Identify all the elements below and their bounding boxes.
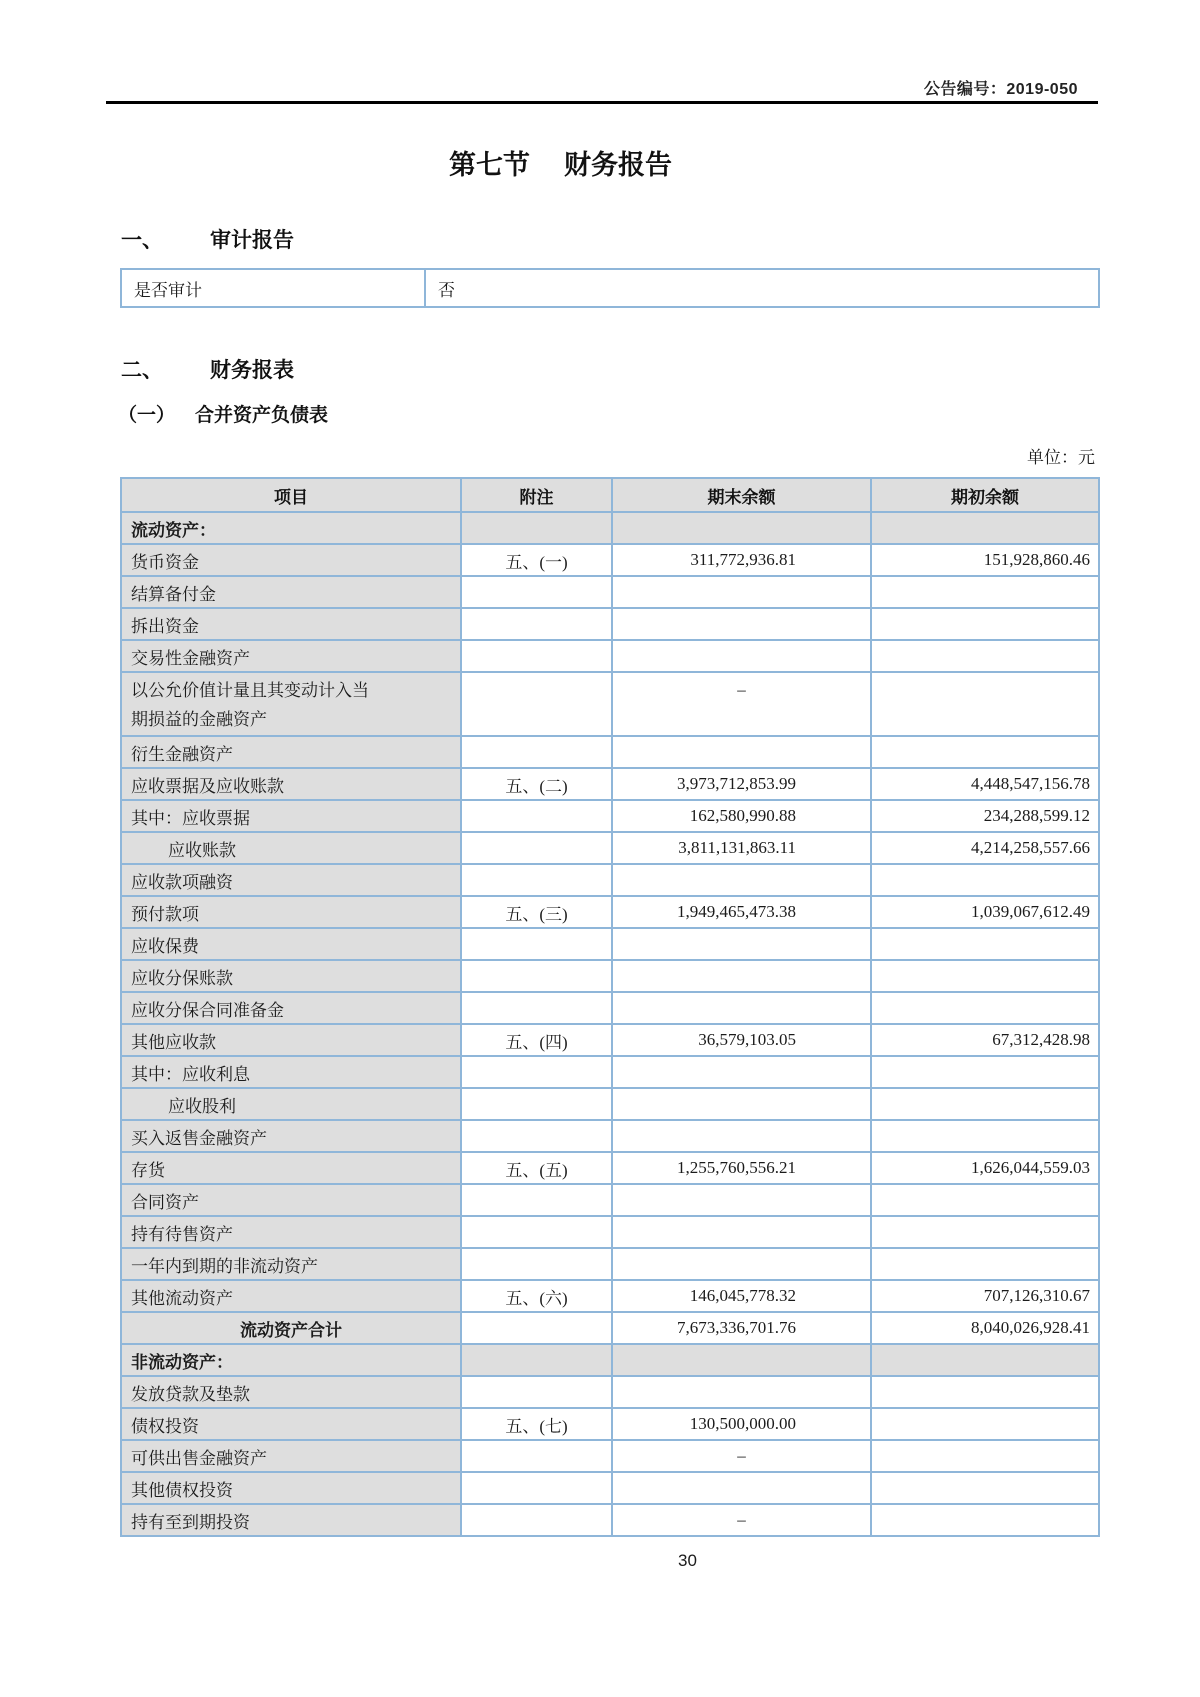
item-cell: 合同资产 [121, 1184, 461, 1216]
opening-balance-cell [871, 960, 1099, 992]
note-cell [461, 672, 612, 736]
closing-balance-cell [612, 1248, 871, 1280]
opening-balance-cell: 8,040,026,928.41 [871, 1312, 1099, 1344]
note-cell [461, 960, 612, 992]
page-title-section-number: 第七节 [449, 150, 530, 180]
item-cell: 存货 [121, 1152, 461, 1184]
balance-sheet-body [121, 512, 1099, 1536]
table-row [121, 608, 1099, 640]
opening-balance-cell [871, 1216, 1099, 1248]
opening-balance-cell: 67,312,428.98 [871, 1024, 1099, 1056]
table-row [121, 576, 1099, 608]
item-cell: 其中：应收利息 [121, 1056, 461, 1088]
section-title-statements: 财务报表 [210, 358, 294, 382]
closing-balance-cell: 130,500,000.00 [612, 1408, 871, 1440]
closing-balance-cell: 146,045,778.32 [612, 1280, 871, 1312]
opening-balance-cell [871, 1440, 1099, 1472]
subsection-title: 合并资产负债表 [195, 405, 329, 426]
section-title-audit: 审计报告 [210, 228, 294, 252]
section-number-statements: 二、 [121, 358, 163, 382]
opening-balance-cell [871, 1344, 1099, 1376]
note-cell: 五、(一) [461, 544, 612, 576]
opening-balance-cell [871, 1120, 1099, 1152]
closing-balance-cell [612, 640, 871, 672]
note-cell [461, 1376, 612, 1408]
note-cell [461, 864, 612, 896]
note-cell [461, 992, 612, 1024]
closing-balance-cell [612, 1216, 871, 1248]
item-cell: 结算备付金 [121, 576, 461, 608]
closing-balance-cell: – [612, 1504, 871, 1536]
item-cell: 持有待售资产 [121, 1216, 461, 1248]
opening-balance-cell [871, 1472, 1099, 1504]
closing-balance-cell [612, 960, 871, 992]
item-cell: 应收分保合同准备金 [121, 992, 461, 1024]
item-cell: 非流动资产： [121, 1344, 461, 1376]
note-cell [461, 1472, 612, 1504]
item-cell: 应收款项融资 [121, 864, 461, 896]
note-cell: 五、(三) [461, 896, 612, 928]
item-cell: 应收保费 [121, 928, 461, 960]
item-cell: 买入返售金融资产 [121, 1120, 461, 1152]
opening-balance-cell [871, 640, 1099, 672]
table-row [121, 800, 1099, 832]
closing-balance-cell: 3,811,131,863.11 [612, 832, 871, 864]
note-cell [461, 1184, 612, 1216]
table-row [121, 1472, 1099, 1504]
header-cell-closing-balance: 期末余额 [612, 478, 871, 512]
closing-balance-cell [612, 608, 871, 640]
closing-balance-cell: 1,255,760,556.21 [612, 1152, 871, 1184]
note-cell [461, 1056, 612, 1088]
item-cell: 应收票据及应收账款 [121, 768, 461, 800]
closing-balance-cell [612, 1120, 871, 1152]
section-heading-statements [121, 354, 294, 384]
opening-balance-cell [871, 1504, 1099, 1536]
opening-balance-cell: 151,928,860.46 [871, 544, 1099, 576]
note-cell: 五、(七) [461, 1408, 612, 1440]
closing-balance-cell [612, 1344, 871, 1376]
page-number: 30 [678, 1551, 697, 1570]
note-cell [461, 640, 612, 672]
opening-balance-cell: 707,126,310.67 [871, 1280, 1099, 1312]
balance-sheet-table [120, 477, 1100, 1537]
table-row [121, 928, 1099, 960]
note-cell [461, 832, 612, 864]
item-cell: 可供出售金融资产 [121, 1440, 461, 1472]
note-cell [461, 928, 612, 960]
section-heading-audit [121, 224, 294, 254]
closing-balance-cell [612, 512, 871, 544]
subsection-number: （一） [118, 405, 176, 426]
header-cell-opening-balance: 期初余额 [871, 478, 1099, 512]
closing-balance-cell [612, 928, 871, 960]
closing-balance-cell [612, 576, 871, 608]
note-cell [461, 608, 612, 640]
table-row [121, 1376, 1099, 1408]
item-cell: 应收账款 [121, 832, 461, 864]
table-row [121, 1216, 1099, 1248]
table-row [121, 672, 1099, 736]
header-divider-line [106, 101, 1098, 104]
item-cell: 衍生金融资产 [121, 736, 461, 768]
unit-note: 单位：元 [1027, 448, 1095, 467]
closing-balance-cell [612, 1472, 871, 1504]
note-cell: 五、(六) [461, 1280, 612, 1312]
opening-balance-cell [871, 1088, 1099, 1120]
opening-balance-cell [871, 672, 1099, 736]
note-cell [461, 1312, 612, 1344]
subsection-heading-balance-sheet [118, 400, 328, 427]
header-cell-note: 附注 [461, 478, 612, 512]
item-cell: 拆出资金 [121, 608, 461, 640]
total-row [121, 1312, 1099, 1344]
table-row [121, 864, 1099, 896]
closing-balance-cell [612, 1088, 871, 1120]
table-row [121, 1504, 1099, 1536]
note-cell [461, 576, 612, 608]
closing-balance-cell: – [612, 1440, 871, 1472]
opening-balance-cell [871, 576, 1099, 608]
opening-balance-cell: 1,626,044,559.03 [871, 1152, 1099, 1184]
item-cell: 应收股利 [121, 1088, 461, 1120]
note-cell [461, 1216, 612, 1248]
table-row [121, 832, 1099, 864]
page-title-text: 财务报告 [564, 150, 672, 180]
table-row [121, 640, 1099, 672]
header-cell-item: 项目 [121, 478, 461, 512]
closing-balance-cell [612, 992, 871, 1024]
note-cell [461, 1088, 612, 1120]
item-cell: 预付款项 [121, 896, 461, 928]
table-row [121, 544, 1099, 576]
item-cell: 一年内到期的非流动资产 [121, 1248, 461, 1280]
table-row [121, 1280, 1099, 1312]
table-row [121, 1024, 1099, 1056]
note-cell [461, 1120, 612, 1152]
table-row [121, 768, 1099, 800]
closing-balance-cell [612, 1056, 871, 1088]
item-cell: 交易性金融资产 [121, 640, 461, 672]
table-row [121, 1184, 1099, 1216]
page-title [103, 143, 1018, 182]
note-cell: 五、(二) [461, 768, 612, 800]
item-cell: 流动资产： [121, 512, 461, 544]
note-cell [461, 1248, 612, 1280]
table-row [121, 1440, 1099, 1472]
closing-balance-cell: 3,973,712,853.99 [612, 768, 871, 800]
opening-balance-cell [871, 1248, 1099, 1280]
table-row [121, 992, 1099, 1024]
opening-balance-cell [871, 512, 1099, 544]
opening-balance-cell [871, 608, 1099, 640]
item-cell: 持有至到期投资 [121, 1504, 461, 1536]
closing-balance-cell [612, 1376, 871, 1408]
closing-balance-cell: 311,772,936.81 [612, 544, 871, 576]
note-cell [461, 1440, 612, 1472]
opening-balance-cell [871, 1056, 1099, 1088]
item-cell: 其中：应收票据 [121, 800, 461, 832]
note-cell [461, 512, 612, 544]
note-cell: 五、(五) [461, 1152, 612, 1184]
closing-balance-cell: – [612, 672, 871, 736]
note-cell [461, 800, 612, 832]
table-row [121, 896, 1099, 928]
table-row [121, 960, 1099, 992]
opening-balance-cell [871, 1408, 1099, 1440]
table-row [121, 1248, 1099, 1280]
section-row [121, 512, 1099, 544]
audit-status-table [120, 268, 1100, 308]
item-cell: 其他应收款 [121, 1024, 461, 1056]
opening-balance-cell [871, 992, 1099, 1024]
opening-balance-cell [871, 1376, 1099, 1408]
note-cell [461, 1504, 612, 1536]
section-number-audit: 一、 [121, 228, 163, 252]
opening-balance-cell: 1,039,067,612.49 [871, 896, 1099, 928]
opening-balance-cell [871, 736, 1099, 768]
closing-balance-cell: 7,673,336,701.76 [612, 1312, 871, 1344]
closing-balance-cell: 1,949,465,473.38 [612, 896, 871, 928]
item-cell: 应收分保账款 [121, 960, 461, 992]
note-cell [461, 736, 612, 768]
item-cell: 其他流动资产 [121, 1280, 461, 1312]
audit-answer-cell: 否 [425, 269, 1099, 307]
item-cell: 债权投资 [121, 1408, 461, 1440]
table-row [121, 1152, 1099, 1184]
table-row [121, 1408, 1099, 1440]
table-row [121, 1120, 1099, 1152]
closing-balance-cell [612, 736, 871, 768]
note-cell [461, 1344, 612, 1376]
announcement-number: 公告编号：2019-050 [923, 81, 1078, 98]
table-row [121, 1088, 1099, 1120]
opening-balance-cell [871, 1184, 1099, 1216]
opening-balance-cell [871, 864, 1099, 896]
opening-balance-cell: 234,288,599.12 [871, 800, 1099, 832]
item-cell: 货币资金 [121, 544, 461, 576]
note-cell: 五、(四) [461, 1024, 612, 1056]
item-cell: 流动资产合计 [121, 1312, 461, 1344]
audit-question-cell: 是否审计 [121, 269, 425, 307]
closing-balance-cell [612, 1184, 871, 1216]
table-row [121, 736, 1099, 768]
closing-balance-cell: 36,579,103.05 [612, 1024, 871, 1056]
opening-balance-cell [871, 928, 1099, 960]
balance-sheet-header-row [121, 478, 1099, 512]
opening-balance-cell: 4,214,258,557.66 [871, 832, 1099, 864]
item-cell: 发放贷款及垫款 [121, 1376, 461, 1408]
table-row [121, 1056, 1099, 1088]
item-cell: 其他债权投资 [121, 1472, 461, 1504]
closing-balance-cell: 162,580,990.88 [612, 800, 871, 832]
opening-balance-cell: 4,448,547,156.78 [871, 768, 1099, 800]
section-row [121, 1344, 1099, 1376]
item-cell: 以公允价值计量且其变动计入当期损益的金融资产 [121, 672, 461, 736]
audit-status-row [121, 269, 1099, 307]
closing-balance-cell [612, 864, 871, 896]
